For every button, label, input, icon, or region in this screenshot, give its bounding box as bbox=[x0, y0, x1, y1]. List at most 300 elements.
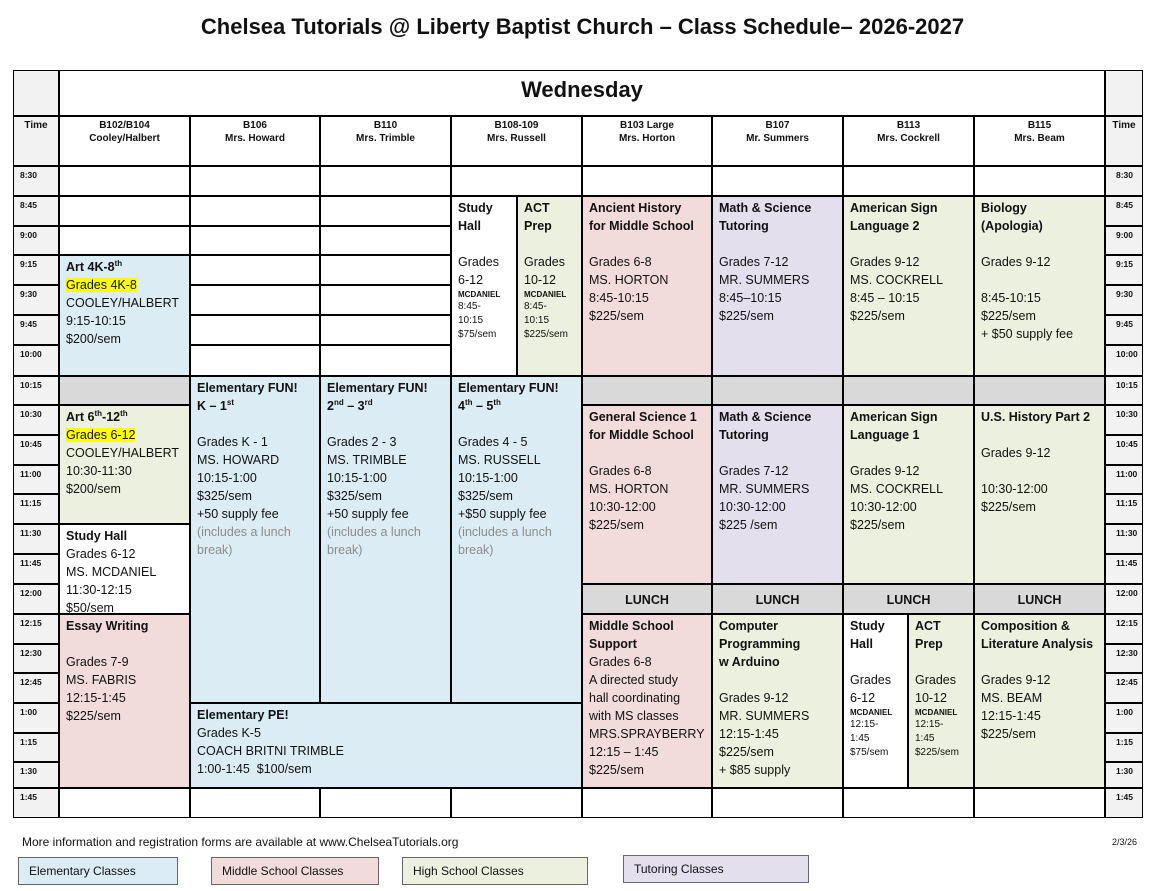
class-title: American Sign bbox=[850, 410, 938, 424]
class-title: ACT bbox=[524, 201, 550, 215]
class-teacher: COOLEY/HALBERT bbox=[66, 446, 180, 460]
time-label-right: 10:00 bbox=[1105, 345, 1143, 376]
class-price: $225/sem bbox=[981, 500, 1036, 514]
class-title: Elementary PE! bbox=[197, 708, 289, 722]
class-teacher: COACH BRITNI TRIMBLE bbox=[197, 744, 345, 758]
time-label-left: 10:45 bbox=[13, 435, 59, 465]
class-teacher: MS. MCDANIEL bbox=[66, 565, 157, 579]
class-grades: Grades bbox=[524, 255, 565, 269]
class-price: $225/sem bbox=[981, 727, 1036, 741]
time-label-right: 9:45 bbox=[1105, 315, 1143, 345]
room-teacher: Mrs. Beam bbox=[1014, 133, 1065, 144]
day-header: Wednesday bbox=[59, 70, 1105, 116]
class-title: ACT bbox=[915, 619, 941, 633]
time-header-left: Time bbox=[13, 116, 59, 166]
empty-slot bbox=[451, 166, 582, 196]
time-label-left: 9:15 bbox=[13, 255, 59, 285]
empty-slot bbox=[974, 166, 1105, 196]
title-sup: th bbox=[94, 408, 103, 418]
class-teacher: MS. HORTON bbox=[589, 482, 669, 496]
room-teacher: Cooley/Halbert bbox=[89, 133, 160, 144]
break-cell bbox=[59, 376, 190, 405]
class-title: Study bbox=[850, 619, 885, 633]
class-grades-b: 10-12 bbox=[524, 273, 556, 287]
class-time: 10:30-12:00 bbox=[850, 500, 917, 514]
class-teacher: MS. HOWARD bbox=[197, 453, 280, 467]
time-label-left: 8:45 bbox=[13, 196, 59, 226]
class-elementary-fun-45[interactable] bbox=[451, 376, 582, 703]
class-grades: Grades bbox=[458, 255, 499, 269]
class-title: Math & Science bbox=[719, 410, 812, 424]
title-sup: th bbox=[120, 408, 128, 418]
class-teacher: MR. SUMMERS bbox=[719, 273, 810, 287]
time-label-right: 11:30 bbox=[1105, 524, 1143, 554]
empty-slot bbox=[190, 226, 320, 255]
empty-slot bbox=[320, 788, 451, 818]
class-grades-b: 10-12 bbox=[915, 691, 947, 705]
class-time: 10:15-1:00 bbox=[327, 471, 387, 485]
empty-slot bbox=[190, 166, 320, 196]
class-time: 10:15-1:00 bbox=[197, 471, 257, 485]
time-label-left: 9:00 bbox=[13, 226, 59, 255]
room-number: B108-109 bbox=[494, 120, 539, 131]
room-header bbox=[582, 116, 712, 166]
class-art-6-12[interactable] bbox=[59, 405, 190, 524]
time-label-left: 1:30 bbox=[13, 762, 59, 788]
class-price: $75/sem bbox=[458, 329, 497, 340]
empty-slot bbox=[320, 285, 451, 315]
class-grades: Grades 6-8 bbox=[589, 655, 652, 669]
time-label-left: 1:15 bbox=[13, 733, 59, 762]
class-fee: +50 supply fee bbox=[327, 507, 409, 521]
empty-slot bbox=[320, 226, 451, 255]
class-title: Art 4K-8 bbox=[66, 260, 115, 274]
class-note: (includes a lunch break) bbox=[197, 525, 291, 557]
class-grades: Grades 6-12 bbox=[66, 547, 136, 561]
time-label-left: 12:15 bbox=[13, 614, 59, 644]
class-note: (includes a lunch break) bbox=[327, 525, 421, 557]
class-grades: Grades 4 - 5 bbox=[458, 435, 528, 449]
time-label-left: 9:45 bbox=[13, 315, 59, 345]
class-act-prep-b108[interactable] bbox=[517, 196, 582, 376]
class-math-science-tutoring-mid[interactable] bbox=[712, 405, 843, 584]
room-header bbox=[843, 116, 974, 166]
title-sup: nd bbox=[333, 397, 344, 407]
class-title: Study bbox=[458, 201, 493, 215]
class-title-b: (Apologia) bbox=[981, 219, 1043, 233]
class-study-hall-b113[interactable] bbox=[843, 614, 908, 788]
class-price: $225 /sem bbox=[719, 518, 778, 532]
title-sup: th bbox=[464, 397, 473, 407]
class-grades-b: 6-12 bbox=[458, 273, 484, 287]
empty-slot bbox=[190, 285, 320, 315]
room-number: B106 bbox=[243, 120, 267, 131]
class-fee: + $85 supply bbox=[719, 763, 791, 777]
time-column-left bbox=[13, 70, 59, 116]
class-grades: Grades 4K-8 bbox=[66, 278, 137, 292]
room-teacher: Mrs. Horton bbox=[618, 133, 676, 144]
class-price: $225/sem bbox=[719, 745, 774, 759]
class-elementary-fun-k1[interactable] bbox=[190, 376, 320, 703]
class-elementary-fun-23[interactable] bbox=[320, 376, 451, 703]
class-fee: + $50 supply fee bbox=[981, 327, 1074, 341]
class-time: 8:45–10:15 bbox=[719, 291, 782, 305]
class-teacher: MS. COCKRELL bbox=[850, 482, 944, 496]
class-act-prep-b113[interactable] bbox=[908, 614, 974, 788]
class-desc: hall coordinating bbox=[589, 691, 681, 705]
class-title: U.S. History Part 2 bbox=[981, 410, 1091, 424]
time-label-left: 8:30 bbox=[13, 166, 59, 196]
class-grades: Grades bbox=[915, 673, 956, 687]
class-ancient-history[interactable] bbox=[582, 196, 712, 376]
class-teacher: MCDANIEL bbox=[524, 290, 567, 299]
class-price: $225/sem bbox=[850, 518, 905, 532]
class-time-b: 1:45 bbox=[915, 733, 935, 744]
class-title-b: 4 bbox=[458, 399, 465, 413]
room-number: B113 bbox=[896, 120, 921, 131]
footer-info: More information and registration forms are available at www.ChelseaTutorials.org bbox=[22, 835, 459, 849]
time-label-right: 12:30 bbox=[1105, 644, 1143, 673]
class-title-b: Language 1 bbox=[850, 428, 920, 442]
class-time: 8:45- bbox=[458, 301, 481, 312]
empty-slot bbox=[320, 166, 451, 196]
empty-slot bbox=[974, 788, 1105, 818]
class-title: Computer bbox=[719, 619, 779, 633]
class-title: Elementary FUN! bbox=[458, 381, 559, 395]
class-title-b: K – 1 bbox=[197, 399, 227, 413]
class-time: 12:15 – 1:45 bbox=[589, 745, 659, 759]
class-teacher: COOLEY/HALBERT bbox=[66, 296, 180, 310]
legend-elementary: Elementary Classes bbox=[18, 857, 178, 885]
class-price: $200/sem bbox=[66, 332, 121, 346]
class-teacher: MS. BEAM bbox=[981, 691, 1043, 705]
class-teacher: MR. SUMMERS bbox=[719, 482, 810, 496]
room-header bbox=[320, 116, 451, 166]
class-price: $75/sem bbox=[850, 747, 889, 758]
time-label-left: 10:30 bbox=[13, 405, 59, 435]
room-number: B110 bbox=[373, 120, 398, 131]
time-label-right: 1:00 bbox=[1105, 703, 1143, 733]
class-title-b: Hall bbox=[458, 219, 481, 233]
class-title-b: Prep bbox=[524, 219, 552, 233]
time-label-right: 9:30 bbox=[1105, 285, 1143, 315]
class-desc: with MS classes bbox=[589, 709, 679, 723]
class-price: $325/sem bbox=[327, 489, 382, 503]
room-number: B115 bbox=[1027, 120, 1052, 131]
class-time: 12:15-1:45 bbox=[981, 709, 1041, 723]
class-grades: Grades K-5 bbox=[197, 726, 261, 740]
class-title-b: Tutoring bbox=[719, 428, 769, 442]
class-time: 10:30-12:00 bbox=[589, 500, 656, 514]
class-title-b: for Middle School bbox=[589, 428, 694, 442]
class-art-4k-8[interactable] bbox=[59, 255, 190, 376]
time-label-left: 11:15 bbox=[13, 494, 59, 524]
class-title: Art 6 bbox=[66, 410, 95, 424]
class-middle-school-support[interactable] bbox=[582, 614, 712, 788]
class-title-b: Support bbox=[589, 637, 637, 651]
class-time: 8:45 – 10:15 bbox=[850, 291, 920, 305]
class-teacher: MCDANIEL bbox=[850, 708, 893, 717]
class-title-b: Tutoring bbox=[719, 219, 769, 233]
class-time: 12:15- bbox=[915, 719, 944, 730]
empty-slot bbox=[190, 315, 320, 345]
break-cell bbox=[712, 376, 843, 405]
empty-slot bbox=[59, 788, 190, 818]
class-time: 12:15-1:45 bbox=[66, 691, 126, 705]
class-asl-1[interactable] bbox=[843, 405, 974, 584]
class-time-price: 1:00-1:45 $100/sem bbox=[197, 762, 312, 776]
time-label-right: 11:15 bbox=[1105, 494, 1143, 524]
empty-slot bbox=[712, 166, 843, 196]
class-fee: +$50 supply fee bbox=[458, 507, 547, 521]
class-title-b: Hall bbox=[850, 637, 873, 651]
time-label-right: 10:30 bbox=[1105, 405, 1143, 435]
empty-slot bbox=[320, 345, 451, 376]
class-grades-b: 6-12 bbox=[850, 691, 876, 705]
room-header bbox=[712, 116, 843, 166]
class-grades: Grades 9-12 bbox=[850, 255, 920, 269]
class-price: $325/sem bbox=[197, 489, 252, 503]
class-title-b: Language 2 bbox=[850, 219, 920, 233]
room-teacher: Mrs. Howard bbox=[224, 133, 285, 144]
room-header bbox=[59, 116, 190, 166]
class-title-b: 2 bbox=[327, 399, 334, 413]
time-label-left: 12:00 bbox=[13, 584, 59, 614]
class-title: Biology bbox=[981, 201, 1027, 215]
title-sup: th bbox=[114, 258, 123, 268]
empty-slot bbox=[320, 315, 451, 345]
class-grades: Grades 9-12 bbox=[981, 673, 1051, 687]
empty-slot bbox=[59, 166, 190, 196]
class-grades: Grades K - 1 bbox=[197, 435, 268, 449]
class-title-c: w Arduino bbox=[719, 655, 780, 669]
class-grades: Grades 9-12 bbox=[719, 691, 789, 705]
title-sup: st bbox=[226, 397, 235, 407]
class-fee: +50 supply fee bbox=[197, 507, 279, 521]
class-composition-literature[interactable] bbox=[974, 614, 1105, 788]
time-label-right: 12:15 bbox=[1105, 614, 1143, 644]
class-time: 10:15-1:00 bbox=[458, 471, 518, 485]
empty-slot bbox=[582, 788, 712, 818]
class-title: Elementary FUN! bbox=[327, 381, 428, 395]
time-label-right: 1:30 bbox=[1105, 762, 1143, 788]
break-cell bbox=[974, 376, 1105, 405]
empty-slot bbox=[59, 196, 190, 226]
class-biology[interactable] bbox=[974, 196, 1105, 376]
time-header-right: Time bbox=[1105, 116, 1143, 166]
class-grades: Grades 9-12 bbox=[850, 464, 920, 478]
class-time: 10:30-12:00 bbox=[719, 500, 786, 514]
empty-slot bbox=[320, 255, 451, 285]
class-math-science-tutoring-am[interactable] bbox=[712, 196, 843, 376]
class-grades: Grades 6-8 bbox=[589, 464, 652, 478]
class-title: Study Hall bbox=[66, 529, 128, 543]
time-label-right: 1:15 bbox=[1105, 733, 1143, 762]
class-time: 8:45-10:15 bbox=[589, 291, 649, 305]
class-title-b: – 3 bbox=[343, 399, 365, 413]
empty-slot bbox=[843, 166, 974, 196]
class-teacher: MRS.SPRAYBERRY bbox=[589, 727, 705, 741]
class-price: $225/sem bbox=[589, 518, 644, 532]
class-teacher: MS. COCKRELL bbox=[850, 273, 944, 287]
class-price: $225/sem bbox=[915, 747, 959, 758]
time-label-left: 1:45 bbox=[13, 788, 59, 818]
class-title-b: Programming bbox=[719, 637, 801, 651]
class-title-b: Literature Analysis bbox=[981, 637, 1094, 651]
class-title-b: -12 bbox=[102, 410, 121, 424]
time-label-left: 9:30 bbox=[13, 285, 59, 315]
empty-slot bbox=[843, 788, 974, 818]
class-title: Composition & bbox=[981, 619, 1070, 633]
empty-slot bbox=[190, 255, 320, 285]
legend-middle-school: Middle School Classes bbox=[211, 857, 379, 885]
empty-slot bbox=[582, 166, 712, 196]
class-asl-2[interactable] bbox=[843, 196, 974, 376]
class-time-b: 1:45 bbox=[850, 733, 870, 744]
class-price: $200/sem bbox=[66, 482, 121, 496]
room-teacher: Mr. Summers bbox=[746, 133, 809, 144]
time-label-right: 10:15 bbox=[1105, 376, 1143, 405]
lunch-cell: LUNCH bbox=[582, 584, 712, 614]
break-cell bbox=[843, 376, 974, 405]
class-price: $225/sem bbox=[589, 763, 644, 777]
time-label-right: 9:00 bbox=[1105, 226, 1143, 255]
time-label-right: 8:45 bbox=[1105, 196, 1143, 226]
time-label-right: 10:45 bbox=[1105, 435, 1143, 465]
class-study-hall-b102[interactable] bbox=[59, 524, 190, 614]
class-title: Middle School bbox=[589, 619, 674, 633]
room-number: B103 Large bbox=[620, 120, 674, 131]
class-grades: Grades 6-12 bbox=[66, 428, 136, 442]
time-label-right: 9:15 bbox=[1105, 255, 1143, 285]
class-title-b: – 5 bbox=[472, 399, 494, 413]
class-title: American Sign bbox=[850, 201, 938, 215]
lunch-cell: LUNCH bbox=[974, 584, 1105, 614]
class-grades: Grades bbox=[850, 673, 891, 687]
class-time: 12:15-1:45 bbox=[719, 727, 779, 741]
class-price: $225/sem bbox=[850, 309, 905, 323]
class-time: 10:30-12:00 bbox=[981, 482, 1048, 496]
room-teacher: Mrs. Russell bbox=[487, 133, 546, 144]
class-computer-programming[interactable] bbox=[712, 614, 843, 788]
class-grades: Grades 9-12 bbox=[981, 255, 1051, 269]
class-teacher: MS. RUSSELL bbox=[458, 453, 541, 467]
class-title: Elementary FUN! bbox=[197, 381, 298, 395]
class-price: $225/sem bbox=[524, 329, 568, 340]
empty-slot bbox=[190, 196, 320, 226]
class-title: General Science 1 bbox=[589, 410, 697, 424]
class-elementary-pe[interactable] bbox=[190, 703, 582, 788]
class-time-b: 10:15 bbox=[524, 315, 550, 326]
class-teacher: MS. HORTON bbox=[589, 273, 669, 287]
time-label-right: 12:45 bbox=[1105, 673, 1143, 703]
class-teacher: MS. FABRIS bbox=[66, 673, 137, 687]
room-number: B107 bbox=[765, 120, 790, 131]
room-teacher: Mrs. Trimble bbox=[356, 133, 415, 144]
time-label-right: 1:45 bbox=[1105, 788, 1143, 818]
class-grades: Grades 6-8 bbox=[589, 255, 652, 269]
class-price: $225/sem bbox=[719, 309, 774, 323]
class-teacher: MS. TRIMBLE bbox=[327, 453, 407, 467]
class-time: 9:15-10:15 bbox=[66, 314, 126, 328]
time-label-left: 10:00 bbox=[13, 345, 59, 376]
class-price: $225/sem bbox=[66, 709, 121, 723]
break-cell bbox=[582, 376, 712, 405]
time-label-left: 11:00 bbox=[13, 465, 59, 494]
room-number: B102/B104 bbox=[99, 120, 150, 131]
class-teacher: MCDANIEL bbox=[915, 708, 958, 717]
title-sup: rd bbox=[364, 397, 373, 407]
class-time: 8:45-10:15 bbox=[981, 291, 1041, 305]
class-grades: Grades 9-12 bbox=[981, 446, 1051, 460]
class-grades: Grades 7-12 bbox=[719, 255, 789, 269]
time-label-left: 12:30 bbox=[13, 644, 59, 673]
empty-slot bbox=[190, 788, 320, 818]
time-column-right bbox=[1105, 70, 1143, 116]
class-time-b: 10:15 bbox=[458, 315, 484, 326]
class-price: $325/sem bbox=[458, 489, 513, 503]
class-essay-writing[interactable] bbox=[59, 614, 190, 788]
time-label-right: 8:30 bbox=[1105, 166, 1143, 196]
class-desc: A directed study bbox=[589, 673, 678, 687]
lunch-cell: LUNCH bbox=[843, 584, 974, 614]
class-teacher: MR. SUMMERS bbox=[719, 709, 810, 723]
class-title: Essay Writing bbox=[66, 619, 149, 633]
time-label-left: 1:00 bbox=[13, 703, 59, 733]
empty-slot bbox=[712, 788, 843, 818]
class-time: 10:30-11:30 bbox=[66, 464, 132, 478]
empty-slot bbox=[59, 226, 190, 255]
class-general-science[interactable] bbox=[582, 405, 712, 584]
page-title: Chelsea Tutorials @ Liberty Baptist Church – Class Schedule– 2026-2027 bbox=[200, 14, 965, 39]
class-grades: Grades 2 - 3 bbox=[327, 435, 397, 449]
room-header bbox=[451, 116, 582, 166]
empty-slot bbox=[190, 345, 320, 376]
class-study-hall-b108[interactable] bbox=[451, 196, 517, 376]
class-title: Ancient History bbox=[589, 201, 682, 215]
time-label-right: 11:45 bbox=[1105, 554, 1143, 584]
legend-tutoring: Tutoring Classes bbox=[623, 855, 809, 883]
time-label-left: 10:15 bbox=[13, 376, 59, 405]
class-teacher: MCDANIEL bbox=[458, 290, 501, 299]
empty-slot bbox=[320, 196, 451, 226]
class-price: $225/sem bbox=[589, 309, 644, 323]
time-label-left: 11:30 bbox=[13, 524, 59, 554]
time-label-right: 11:00 bbox=[1105, 465, 1143, 494]
class-price: $225/sem bbox=[981, 309, 1036, 323]
time-label-left: 12:45 bbox=[13, 673, 59, 703]
class-title: Math & Science bbox=[719, 201, 812, 215]
time-label-left: 11:45 bbox=[13, 554, 59, 584]
class-note: (includes a lunch break) bbox=[458, 525, 552, 557]
class-title-b: Prep bbox=[915, 637, 943, 651]
class-time: 11:30-12:15 bbox=[66, 583, 132, 597]
empty-slot bbox=[451, 788, 582, 818]
class-time: 8:45- bbox=[524, 301, 547, 312]
room-teacher: Mrs. Cockrell bbox=[877, 133, 940, 144]
lunch-cell: LUNCH bbox=[712, 584, 843, 614]
class-grades: Grades 7-9 bbox=[66, 655, 129, 669]
legend-high-school: High School Classes bbox=[402, 857, 588, 885]
footer-date: 2/3/26 bbox=[1112, 837, 1138, 847]
room-header bbox=[974, 116, 1105, 166]
class-us-history[interactable] bbox=[974, 405, 1105, 584]
class-time: 12:15- bbox=[850, 719, 879, 730]
title-sup: th bbox=[493, 397, 501, 407]
class-price: $50/sem bbox=[66, 601, 114, 614]
class-title-b: for Middle School bbox=[589, 219, 694, 233]
time-label-right: 12:00 bbox=[1105, 584, 1143, 614]
